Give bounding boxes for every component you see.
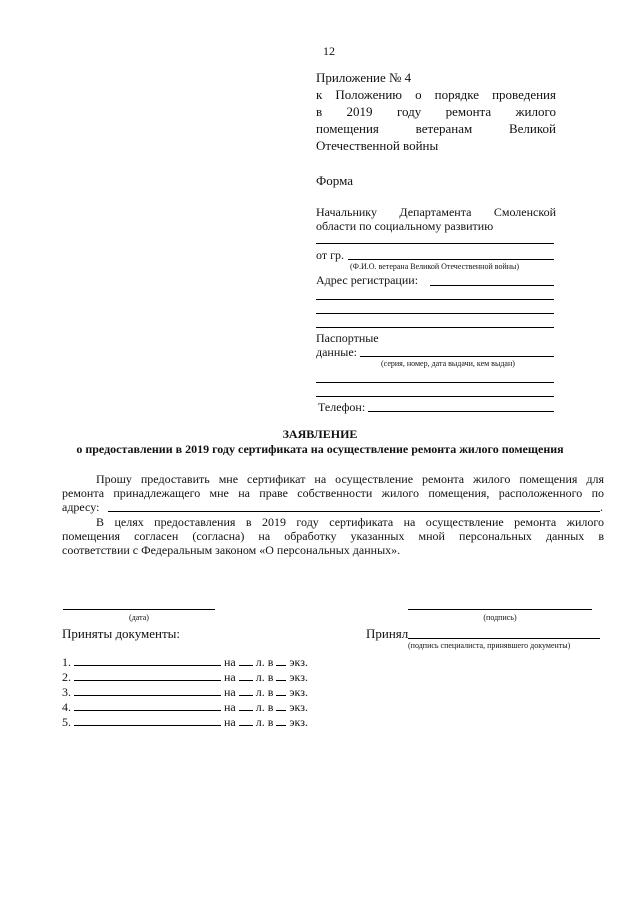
list-item xyxy=(62,669,342,684)
na-label: на xyxy=(224,715,236,729)
passport-field-line[interactable] xyxy=(316,396,554,397)
address-field-line[interactable] xyxy=(316,313,554,314)
body-text: В целях предоставления в 2019 году сертификата на осуществление ремонта жилого xyxy=(96,515,604,529)
document-title: ЗАЯВЛЕНИЕ xyxy=(282,427,358,441)
body-text: ремонта принадлежащего мне на праве собственности жилого помещения, расположенного по xyxy=(62,486,604,500)
sheets-field[interactable] xyxy=(239,669,253,681)
body-text: соответствии с Федеральным законом «О персональных данных». xyxy=(62,543,401,557)
accepted-docs-label: Приняты документы: xyxy=(62,626,181,641)
appendix-line: к Положению о порядке проведения xyxy=(316,87,556,102)
passport-label: данные: xyxy=(316,345,357,359)
document-name-field[interactable] xyxy=(74,699,221,711)
addressee-line: области по социальному развитию xyxy=(316,219,494,233)
copies-field[interactable] xyxy=(276,669,286,681)
address-field-line[interactable] xyxy=(316,327,554,328)
sheets-label: л. в xyxy=(255,715,274,729)
document-subtitle: о предоставлении в 2019 году сертификата на осуществление ремонта жилого помещения xyxy=(76,442,564,456)
sheets-label: л. в xyxy=(255,670,274,684)
document-name-field[interactable] xyxy=(74,714,221,726)
document-name-field[interactable] xyxy=(74,654,221,666)
passport-label: Паспортные xyxy=(316,331,379,345)
sheets-field[interactable] xyxy=(239,714,253,726)
item-number: 1. xyxy=(62,655,71,669)
appendix-block xyxy=(316,70,556,155)
from-name-field[interactable] xyxy=(348,259,554,260)
specialist-hint: (подпись специалиста, принявшего документы) xyxy=(408,641,571,650)
signature-field[interactable] xyxy=(408,609,592,610)
na-label: на xyxy=(224,655,236,669)
address-field-line[interactable] xyxy=(316,299,554,300)
specialist-signature-field[interactable] xyxy=(408,638,600,639)
sheets-label: л. в xyxy=(255,655,274,669)
documents-list xyxy=(62,654,342,729)
appendix-line: Отечественной войны xyxy=(316,138,439,153)
passport-hint: (серия, номер, дата выдачи, кем выдан) xyxy=(381,359,515,368)
phone-field[interactable] xyxy=(368,411,554,412)
copies-field[interactable] xyxy=(276,699,286,711)
address-label: Адрес регистрации: xyxy=(316,273,419,287)
copies-label: экз. xyxy=(289,685,308,699)
copies-field[interactable] xyxy=(276,654,286,666)
body-text: помещения согласен (согласна) на обработку указанных мной персональных данных в xyxy=(62,529,604,543)
from-hint: (Ф.И.О. ветерана Великой Отечественной войны) xyxy=(350,262,520,271)
copies-label: экз. xyxy=(289,655,308,669)
form-label: Форма xyxy=(316,173,353,188)
copies-label: экз. xyxy=(289,670,308,684)
accepted-by-label: Принял xyxy=(366,626,409,641)
address-field[interactable] xyxy=(430,285,554,286)
sheets-label: л. в xyxy=(255,685,274,699)
item-number: 3. xyxy=(62,685,71,699)
sheets-field[interactable] xyxy=(239,699,253,711)
list-item xyxy=(62,714,342,729)
na-label: на xyxy=(224,670,236,684)
date-hint: (дата) xyxy=(129,613,149,622)
list-item xyxy=(62,654,342,669)
body-text: адресу: xyxy=(62,500,100,514)
copies-field[interactable] xyxy=(276,684,286,696)
from-label: от гр. xyxy=(316,248,345,262)
passport-field-line[interactable] xyxy=(316,382,554,383)
passport-field[interactable] xyxy=(360,356,554,357)
document-name-field[interactable] xyxy=(74,669,221,681)
sheets-field[interactable] xyxy=(239,684,253,696)
date-field[interactable] xyxy=(63,609,215,610)
appendix-line: помещения ветеранам Великой xyxy=(316,121,556,136)
na-label: на xyxy=(224,685,236,699)
list-item xyxy=(62,699,342,714)
sheets-label: л. в xyxy=(255,700,274,714)
item-number: 2. xyxy=(62,670,71,684)
addressee-line: Начальнику Департамента Смоленской xyxy=(316,205,556,219)
item-number: 4. xyxy=(62,700,71,714)
copies-label: экз. xyxy=(289,715,308,729)
address-input-line[interactable] xyxy=(108,511,600,512)
phone-label: Телефон: xyxy=(318,400,366,414)
body-text: Прошу предоставить мне сертификат на осуществление ремонта жилого помещения для xyxy=(96,472,604,486)
list-item xyxy=(62,684,342,699)
appendix-title: Приложение № 4 xyxy=(316,70,412,85)
period: . xyxy=(600,500,603,514)
signature-hint: (подпись) xyxy=(483,613,517,622)
page-number: 12 xyxy=(323,44,335,58)
document-name-field[interactable] xyxy=(74,684,221,696)
copies-label: экз. xyxy=(289,700,308,714)
addressee-blank-line[interactable] xyxy=(316,243,554,244)
item-number: 5. xyxy=(62,715,71,729)
na-label: на xyxy=(224,700,236,714)
sheets-field[interactable] xyxy=(239,654,253,666)
appendix-line: в 2019 году ремонта жилого xyxy=(316,104,556,119)
copies-field[interactable] xyxy=(276,714,286,726)
